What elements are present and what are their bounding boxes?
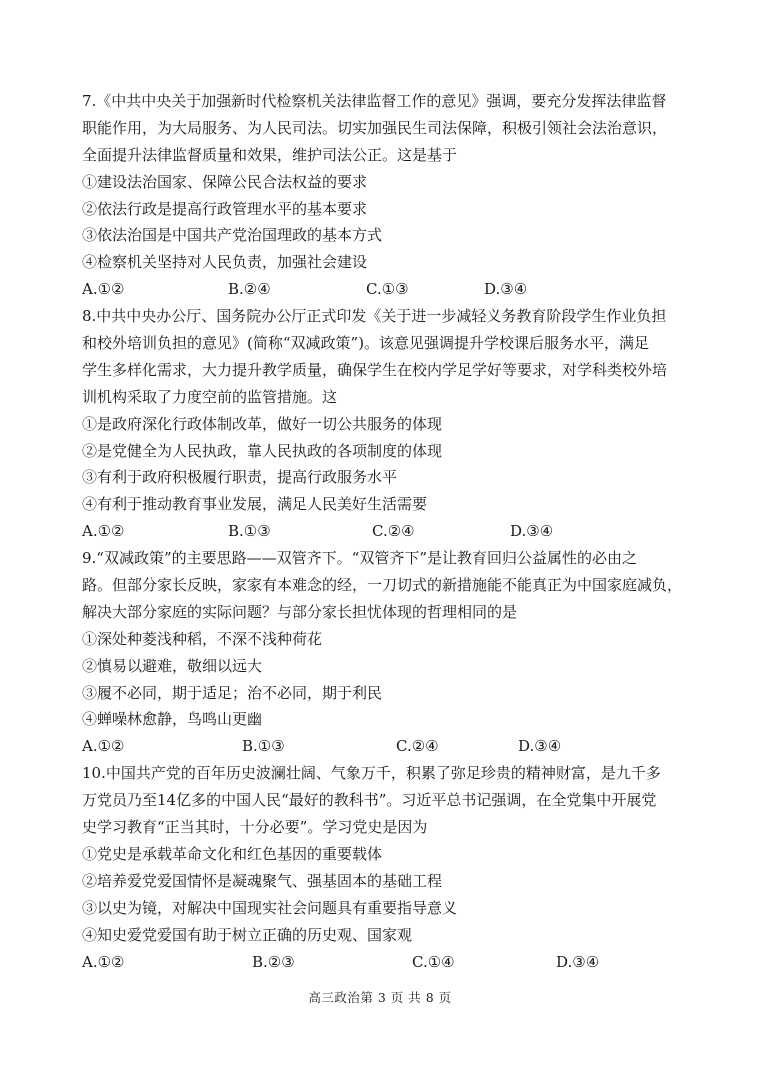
option-a[interactable]: A.①② <box>82 522 125 541</box>
question-9 <box>82 545 682 760</box>
option-c[interactable]: C.①③ <box>366 280 409 299</box>
question-stem-line: 路。但部分家长反映，家家有本难念的经，一刀切式的新措施能不能真正为中国家庭减负， <box>82 576 682 595</box>
exam-page <box>82 88 682 975</box>
option-a[interactable]: A.①② <box>82 737 125 756</box>
statement-item: ③依法治国是中国共产党治国理政的基本方式 <box>82 226 383 245</box>
question-stem-line: 职能作用，为大局服务、为人民司法。切实加强民生司法保障，积极引领社会法治意识， <box>82 118 668 137</box>
question-stem-line: 和校外培训负担的意见》(简称“双减政策”)。该意见强调提升学校课后服务水平，满足 <box>82 334 650 353</box>
statement-item: ①是政府深化行政体制改革，做好一切公共服务的体现 <box>82 414 443 433</box>
statement-item: ③履不必同，期于适足；治不必同，期于利民 <box>82 683 383 702</box>
statement-item: ③以史为镜，对解决中国现实社会问题具有重要指导意义 <box>82 898 458 917</box>
statement-item: ②依法行政是提高行政管理水平的基本要求 <box>82 199 368 218</box>
statement-item: ②培养爱党爱国情怀是凝魂聚气、强基固本的基础工程 <box>82 871 443 890</box>
answer-options <box>82 733 682 760</box>
statement-item: ④有利于推动教育事业发展，满足人民美好生活需要 <box>82 495 428 514</box>
option-a[interactable]: A.①② <box>82 280 125 299</box>
option-d[interactable]: D.③④ <box>484 280 528 299</box>
statement-item: ④知史爱党爱国有助于树立正确的历史观、国家观 <box>82 925 413 944</box>
page-footer: 高三政治第 3 页 共 8 页 <box>308 990 452 1005</box>
question-stem-line: 8.中共中央办公厅、国务院办公厅正式印发《关于进一步减轻义务教育阶段学生作业负担 <box>82 307 667 326</box>
question-stem-line: 学生多样化需求，大力提升教学质量，确保学生在校内学足学好等要求，对学科类校外培 <box>82 360 668 379</box>
option-c[interactable]: C.①④ <box>412 952 455 971</box>
question-stem-line: 训机构采取了力度空前的监管措施。这 <box>82 387 338 406</box>
question-stem-line: 万党员乃至14亿多的中国人民“最好的教科书”。习近平总书记强调，在全党集中开展党 <box>82 791 657 810</box>
question-10 <box>82 760 682 975</box>
option-d[interactable]: D.③④ <box>518 737 562 756</box>
statement-item: ①建设法治国家、保障公民合法权益的要求 <box>82 172 368 191</box>
option-b[interactable]: B.①③ <box>228 522 271 541</box>
option-b[interactable]: B.②④ <box>228 280 271 299</box>
option-d[interactable]: D.③④ <box>510 522 554 541</box>
question-8 <box>82 303 682 545</box>
statement-item: ②慎易以避难，敬细以远大 <box>82 656 263 675</box>
statement-item: ①党史是承载革命文化和红色基因的重要载体 <box>82 844 383 863</box>
statement-item: ③有利于政府积极履行职责，提高行政服务水平 <box>82 468 398 487</box>
question-stem-line: 9.“双减政策”的主要思路——双管齐下。“双管齐下”是让教育回归公益属性的必由之 <box>82 549 637 568</box>
question-stem-line: 全面提升法律监督质量和效果，维护司法公正。这是基于 <box>82 145 458 164</box>
question-stem-line: 史学习教育“正当其时，十分必要”。学习党史是因为 <box>82 818 428 837</box>
option-c[interactable]: C.②④ <box>396 737 439 756</box>
question-stem-line: 解决大部分家庭的实际问题？与部分家长担忧体现的哲理相同的是 <box>82 602 518 621</box>
question-7 <box>82 88 682 303</box>
statement-item: ④检察机关坚持对人民负责，加强社会建设 <box>82 253 368 272</box>
statement-item: ④蝉噪林愈静，鸟鸣山更幽 <box>82 710 263 729</box>
answer-options <box>82 518 682 545</box>
option-d[interactable]: D.③④ <box>556 952 600 971</box>
option-a[interactable]: A.①② <box>82 952 125 971</box>
statement-item: ②是党健全为人民执政，靠人民执政的各项制度的体现 <box>82 441 443 460</box>
option-c[interactable]: C.②④ <box>372 522 415 541</box>
answer-options <box>82 949 682 976</box>
answer-options <box>82 276 682 303</box>
statement-item: ①深处种菱浅种稻，不深不浅种荷花 <box>82 629 323 648</box>
option-b[interactable]: B.②③ <box>252 952 295 971</box>
question-stem-line: 7.《中共中央关于加强新时代检察机关法律监督工作的意见》强调，要充分发挥法律监督 <box>82 92 667 110</box>
question-stem-line: 10.中国共产党的百年历史波澜壮阔、气象万千，积累了弥足珍贵的精神财富，是九千多 <box>82 764 661 783</box>
option-b[interactable]: B.①③ <box>242 737 285 756</box>
